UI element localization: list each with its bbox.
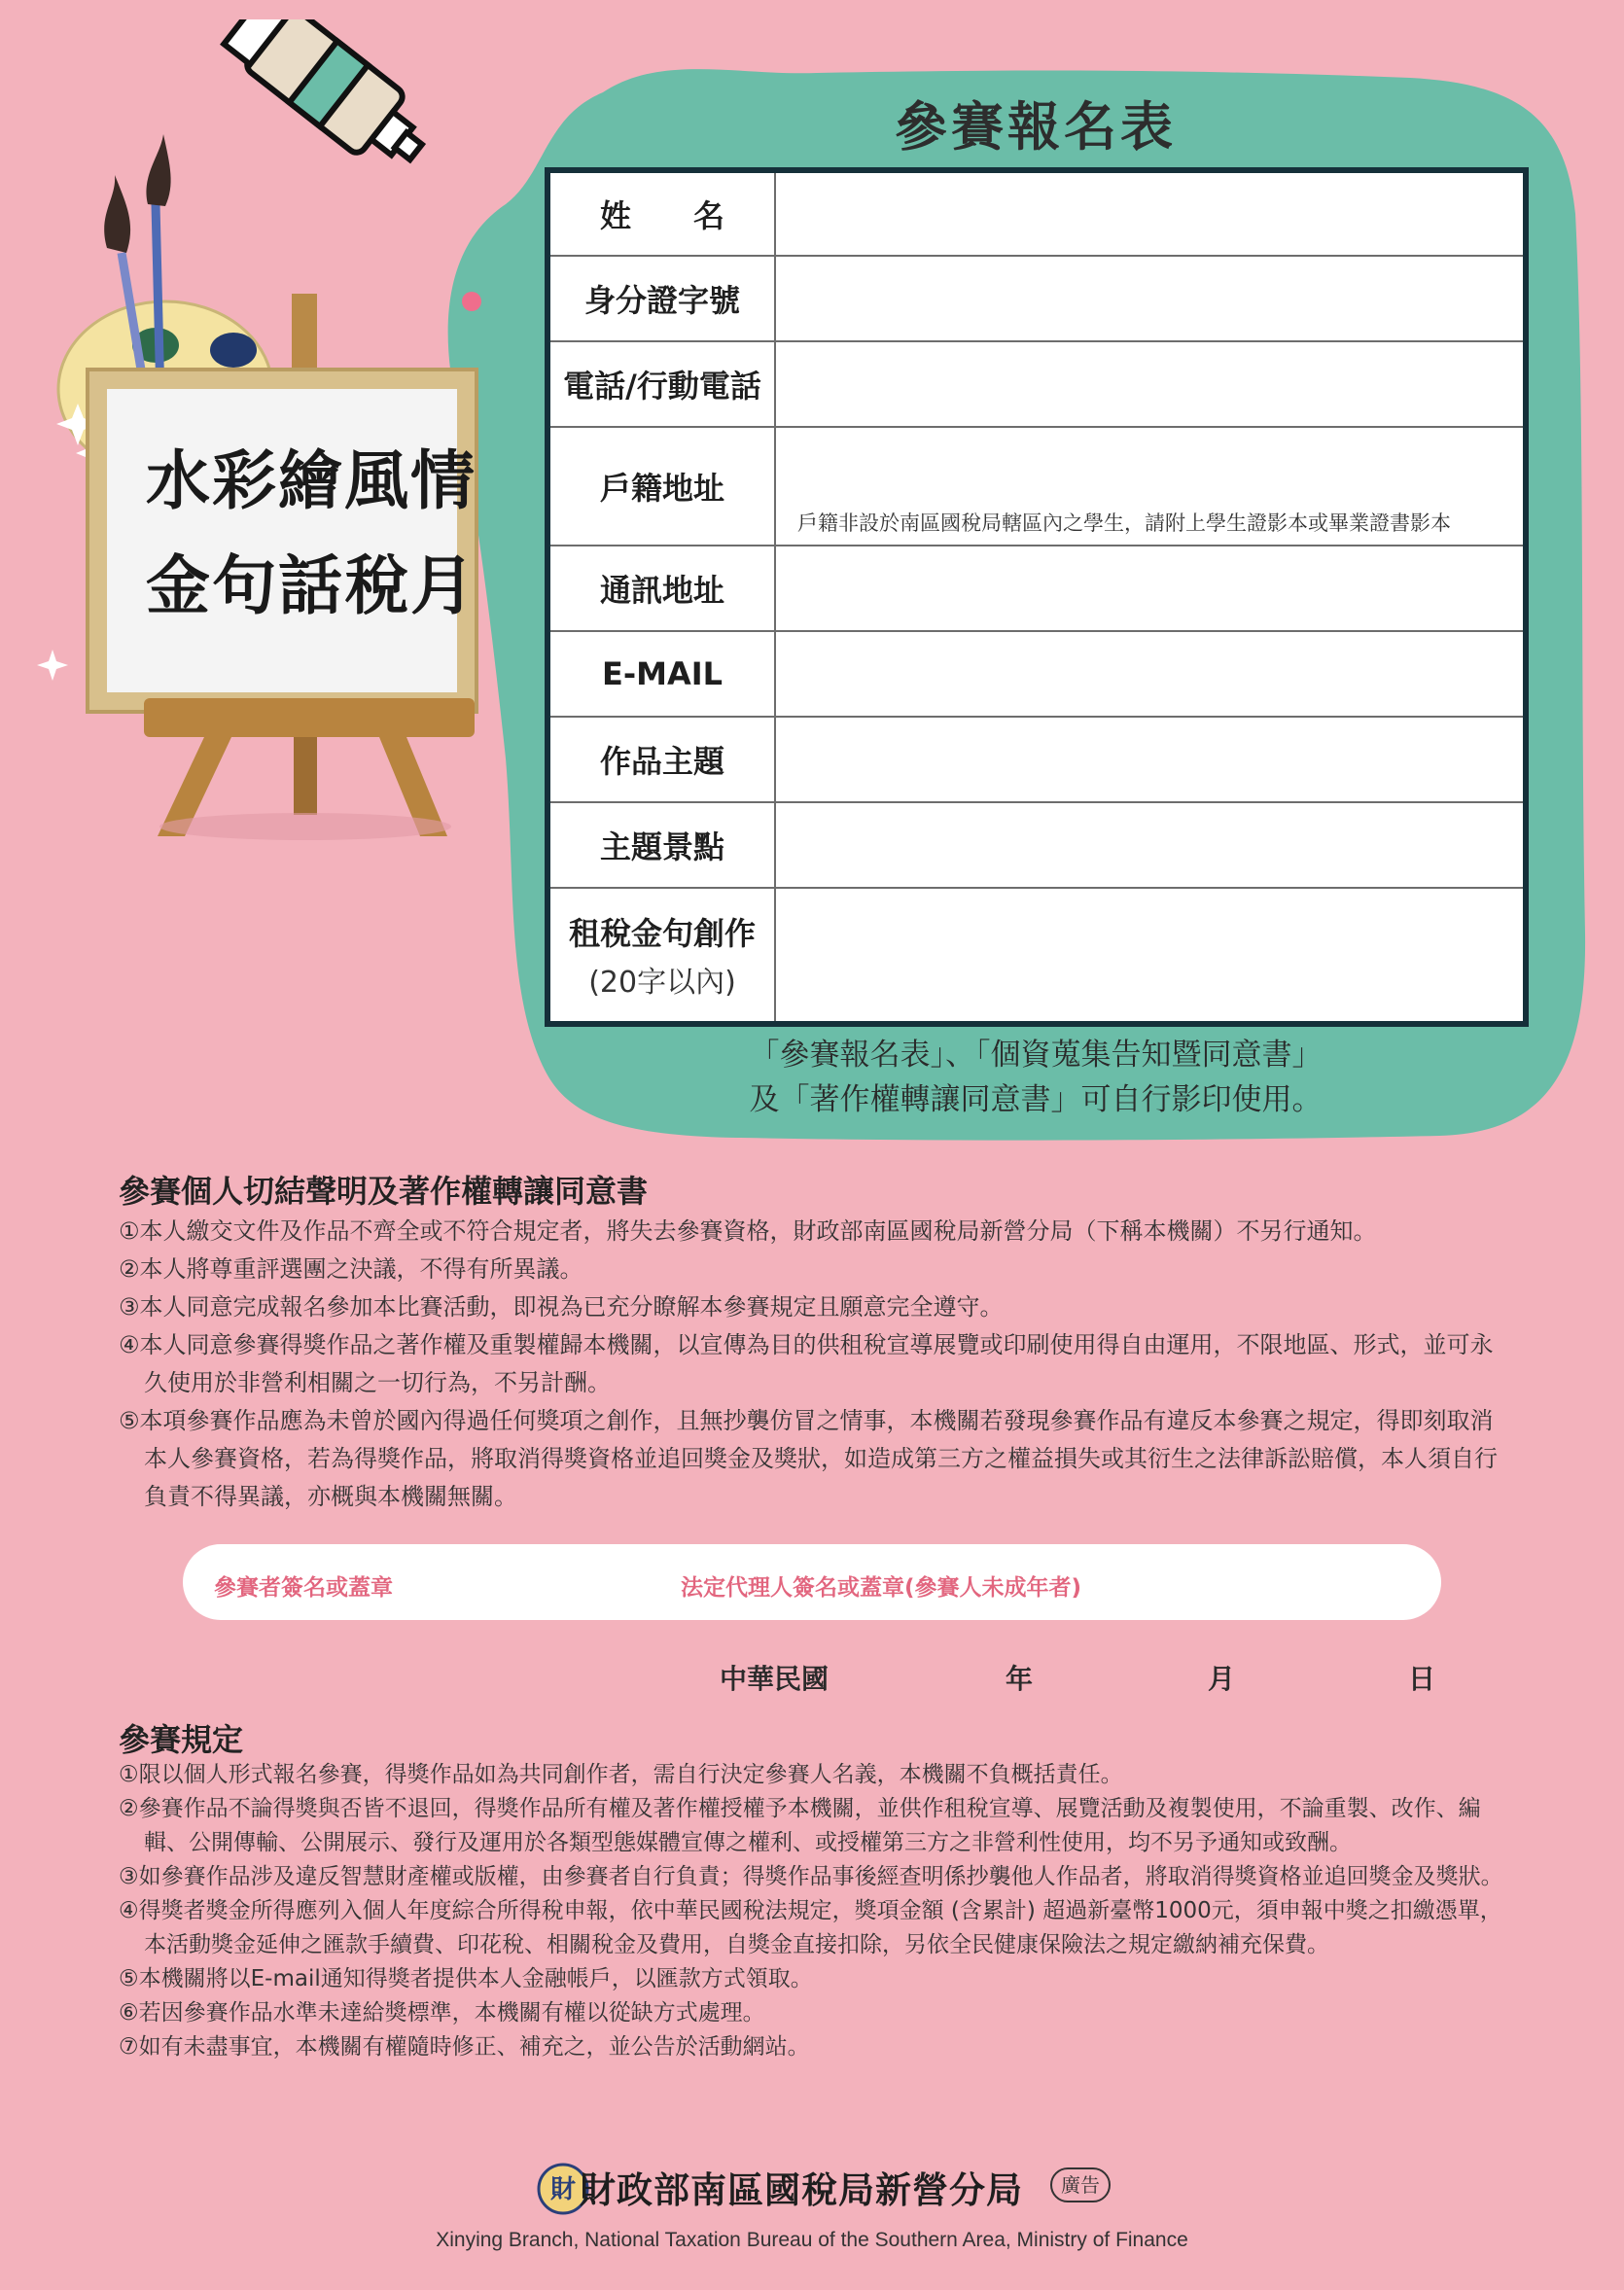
field-tax-slogan[interactable] <box>775 888 1526 1024</box>
field-household-address[interactable] <box>775 427 1526 546</box>
field-mailing-address[interactable] <box>775 546 1526 631</box>
label-tax-slogan <box>547 888 775 1024</box>
label-household-address: 戶籍地址 <box>547 427 775 546</box>
rule-item: ⑥若因參賽作品水準未達給獎標準，本機關有權以從缺方式處理。 <box>119 2000 765 2026</box>
field-name[interactable] <box>775 170 1526 256</box>
easel-line-2: 金句話稅月 <box>146 547 477 623</box>
date-era: 中華民國 <box>720 1663 830 1695</box>
declaration-item: ⑤本項參賽作品應為未曾於國內得過任何獎項之創作，且無抄襲仿冒之情事，本機關若發現參賽作品有違反本參賽之規定，得即刻取消本人參賽資格，若為得獎作品，將取消得獎資格並追回獎金及獎狀，如造成第三方之權益損失或其衍生之法律訴訟賠償，本人須自行負責不得異議，亦概與本機關無關。 <box>119 1407 1498 1510</box>
rules-list <box>119 1758 1519 2064</box>
rule-item: ④得獎者獎金所得應列入個人年度綜合所得稅申報，依中華民國稅法規定，獎項金額 (含累計) 超過新臺幣1000元，須申報中獎之扣繳憑單，本活動獎金延伸之匯款手續費、印花稅、相關稅金及費用，自獎金直接扣除，另依全民健康保險法之規定繳納補充保費。 <box>119 1898 1502 1957</box>
declaration-title: 參賽個人切結聲明及著作權轉讓同意書 <box>119 1173 649 1210</box>
easel-board-text <box>107 428 515 638</box>
label-email: E-MAIL <box>547 631 775 717</box>
form-copy-note-line-1: 「參賽報名表」、「個資蒐集告知暨同意書」 <box>749 1038 1323 1073</box>
footer-organization: 財政部南區國稅局新營分局 <box>580 2169 1023 2211</box>
form-row-mailing-address <box>547 546 1526 631</box>
rule-item: ③如參賽作品涉及違反智慧財產權或版權，由參賽者自行負責；得獎作品事後經查明係抄襲他人作品者，將取消得獎資格並追回獎金及獎狀。 <box>119 1864 1503 1889</box>
ad-badge: 廣告 <box>1050 2167 1111 2202</box>
form-row-household-address <box>547 427 1526 546</box>
form-copy-note-line-2: 及「著作權轉讓同意書」可自行影印使用。 <box>749 1082 1323 1117</box>
label-tax-slogan-limit: (20字以內) <box>588 966 736 1000</box>
field-email[interactable] <box>775 631 1526 717</box>
rule-item: ①限以個人形式報名參賽，得獎作品如為共同創作者，需自行決定參賽人名義，本機關不負概括責任。 <box>119 1762 1123 1787</box>
field-work-theme[interactable] <box>775 717 1526 802</box>
easel-line-1: 水彩繪風情 <box>146 442 477 518</box>
declaration-item: ④本人同意參賽得獎作品之著作權及重製權歸本機關，以宣傳為目的供租稅宣導展覽或印刷使用得自由運用，不限地區、形式，並可永久使用於非營利相關之一切行為，不另計酬。 <box>119 1331 1494 1396</box>
registration-form-table <box>545 167 1529 1027</box>
form-title: 參賽報名表 <box>895 96 1177 158</box>
label-work-theme: 作品主題 <box>547 717 775 802</box>
form-row-id <box>547 256 1526 341</box>
form-copy-note <box>545 1033 1527 1122</box>
logo-seal-char: 財 <box>549 2175 577 2204</box>
rule-item: ⑦如有未盡事宜，本機關有權隨時修正、補充之，並公告於活動網站。 <box>119 2034 810 2060</box>
form-row-scenic-spot <box>547 802 1526 888</box>
rule-item: ⑤本機關將以E-mail通知得獎者提供本人金融帳戶，以匯款方式領取。 <box>119 1966 813 1991</box>
guardian-signature-label: 法定代理人簽名或蓋章(參賽人未成年者) <box>681 1575 1082 1601</box>
rules-title: 參賽規定 <box>119 1721 244 1758</box>
label-name: 姓 名 <box>547 170 775 256</box>
label-mailing-address: 通訊地址 <box>547 546 775 631</box>
form-row-phone <box>547 341 1526 427</box>
rule-item: ②參賽作品不論得獎與否皆不退回，得獎作品所有權及著作權授權予本機關，並供作租稅宣導、展覽活動及複製使用，不論重製、改作、編輯、公開傳輸、公開展示、發行及運用於各類型態媒體宣傳之權利、或授權第三方之非營利性使用，均不另予通知或致酬。 <box>119 1796 1481 1855</box>
participant-signature-label: 參賽者簽名或蓋章 <box>214 1575 393 1601</box>
form-row-name <box>547 170 1526 256</box>
declaration-item: ②本人將尊重評選團之決議，不得有所異議。 <box>119 1255 583 1283</box>
form-row-tax-slogan <box>547 888 1526 1024</box>
date-month: 月 <box>1208 1663 1236 1695</box>
paint-tube-icon <box>221 19 441 183</box>
form-row-theme <box>547 717 1526 802</box>
field-id-number[interactable] <box>775 256 1526 341</box>
date-day: 日 <box>1408 1663 1436 1695</box>
field-scenic-spot[interactable] <box>775 802 1526 888</box>
label-scenic-spot: 主題景點 <box>547 802 775 888</box>
declaration-list <box>119 1213 1509 1516</box>
signature-box[interactable] <box>183 1544 1441 1620</box>
form-row-email <box>547 631 1526 717</box>
household-address-note: 戶籍非設於南區國稅局轄區內之學生，請附上學生證影本或畢業證書影本 <box>797 511 1451 535</box>
date-year: 年 <box>1006 1663 1034 1695</box>
declaration-item: ①本人繳交文件及作品不齊全或不符合規定者，將失去參賽資格，財政部南區國稅局新營分局（下稱本機關）不另行通知。 <box>119 1217 1377 1245</box>
label-tax-slogan-main: 租稅金句創作 <box>568 915 756 952</box>
label-phone: 電話/行動電話 <box>547 341 775 427</box>
declaration-item: ③本人同意完成報名參加本比賽活動，即視為已充分瞭解本參賽規定且願意完全遵守。 <box>119 1293 1004 1321</box>
footer-english-name: Xinying Branch, National Taxation Bureau of the Southern Area, Ministry of Finance <box>436 2229 1188 2251</box>
field-phone[interactable] <box>775 341 1526 427</box>
label-id-number: 身分證字號 <box>547 256 775 341</box>
